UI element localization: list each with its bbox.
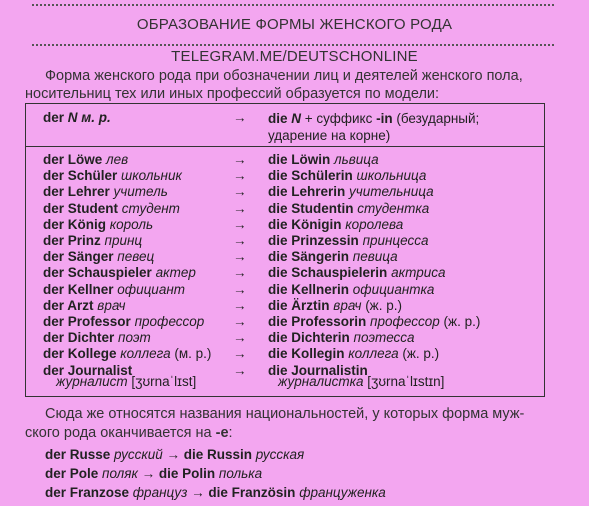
feminine-ru: школьница: [356, 168, 427, 184]
feminine-ru: студентка: [357, 200, 430, 216]
arrow: →: [233, 200, 247, 216]
example-arrow: →: [162, 447, 184, 462]
feminine-de: die Studentin: [268, 200, 354, 216]
masculine-de: der Schauspieler: [43, 265, 152, 281]
feminine-de: die Lehrerin: [268, 184, 346, 200]
feminine-de: die Königin: [268, 216, 342, 232]
feminine-ru: королева: [345, 216, 404, 232]
feminine-de: die Kellnerin: [268, 281, 350, 297]
masculine-ru: лев: [106, 152, 129, 167]
feminine-cell: [268, 184, 434, 200]
intro-line-1: Форма женского рода при обозначении лиц и деятелей женского пола,: [45, 68, 523, 84]
arrow: →: [233, 249, 247, 265]
arrow: →: [233, 314, 247, 329]
masculine-cell: [43, 282, 185, 298]
masculine-ru: официант: [117, 281, 186, 297]
feminine-ru: учительница: [349, 184, 434, 200]
formation-table: [25, 103, 545, 397]
example-arrow: →: [187, 485, 209, 500]
arrow: →: [233, 346, 247, 362]
masculine-cell: [43, 346, 211, 362]
masculine-cell: [43, 249, 154, 265]
feminine-cell: [268, 314, 480, 330]
example-line: [45, 465, 262, 482]
masculine-ru: школьник: [121, 168, 182, 184]
feminine-cell: [268, 346, 439, 362]
table-row: [26, 265, 544, 281]
example-m-ru: поляк: [98, 466, 138, 481]
arrow: →: [233, 265, 247, 281]
feminine-ru: коллега: [348, 346, 399, 362]
feminine-ru: певица: [352, 249, 398, 265]
table-row: [26, 152, 544, 168]
masculine-cell: [43, 152, 128, 168]
table-row: [26, 314, 544, 330]
feminine-de: die Schauspielerin: [268, 265, 388, 281]
example-line: [45, 446, 304, 463]
page-title: ОБРАЗОВАНИЕ ФОРМЫ ЖЕНСКОГО РОДА: [136, 16, 453, 33]
masculine-ru: учитель: [113, 184, 168, 200]
feminine-ru: принцесса: [362, 233, 429, 248]
feminine-de: die Prinzessin: [268, 233, 359, 248]
masculine-ru: актер: [155, 265, 196, 281]
masculine-cell: [43, 168, 182, 184]
masculine-ru: студент: [121, 200, 180, 216]
table-row: [26, 249, 544, 265]
middle-dotted-divider: [32, 44, 554, 46]
masculine-de: der Kollege: [43, 346, 117, 362]
rule-row: [26, 104, 544, 147]
feminine-extra: (ж. р.): [361, 297, 402, 313]
feminine-extra: (ж. р.): [398, 346, 440, 362]
feminine-ru: поэтесса: [353, 330, 415, 346]
masculine-cell: [43, 184, 168, 200]
rule-left-formula: N м. р.: [67, 110, 111, 125]
example-m-de: der Russe: [45, 447, 111, 462]
journalist-f-ru: журналистка: [278, 374, 364, 389]
journalist-f-ipa: [ʒʊrnaˈlɪstɪn]: [363, 374, 445, 389]
example-line: [45, 484, 386, 501]
channel-label: TELEGRAM.ME/DEUTSCHONLINE: [171, 48, 418, 65]
feminine-extra: (ж. р.): [439, 314, 481, 329]
feminine-ru: профессор: [370, 314, 440, 329]
table-row: [26, 201, 544, 217]
masculine-cell: [43, 201, 180, 217]
masculine-cell: [43, 298, 125, 314]
table-row: [26, 346, 544, 362]
masculine-extra: (м. р.): [170, 346, 212, 362]
masculine-ru: принц: [104, 233, 143, 248]
arrow: →: [233, 168, 247, 184]
masculine-ru: профессор: [134, 314, 205, 329]
rule-arrow: →: [233, 110, 247, 125]
top-dotted-divider: [32, 4, 554, 6]
rule-right-plus: + суффикс: [301, 111, 377, 126]
feminine-cell: [268, 298, 402, 314]
example-arrow: →: [137, 466, 159, 481]
rule-right: [268, 110, 479, 144]
table-row: [26, 282, 544, 298]
journalist-m-ipa: [ʒʊrnaˈlɪst]: [127, 374, 197, 389]
masculine-de: der Student: [43, 200, 119, 216]
feminine-de: die Schülerin: [268, 168, 353, 184]
outro-line-2: ского рода оканчивается на -e:: [25, 424, 233, 441]
feminine-ru: львица: [334, 152, 379, 167]
rule-left: [43, 110, 111, 125]
arrow: →: [233, 330, 247, 346]
masculine-cell: [43, 217, 153, 233]
table-row: [26, 184, 544, 200]
feminine-cell: [268, 168, 426, 184]
table-row: [26, 298, 544, 314]
rule-right-note1: (безударный;: [392, 111, 480, 126]
feminine-ru: официантка: [352, 281, 435, 297]
table-row: [26, 217, 544, 233]
masculine-cell: [43, 330, 151, 346]
journalist-m-ru: журналист: [56, 374, 128, 389]
feminine-cell: [268, 233, 429, 249]
feminine-de: die Journalistin: [268, 362, 368, 378]
masculine-ru: певец: [117, 249, 155, 265]
journalist-f-gloss: [278, 374, 444, 390]
arrow: →: [233, 184, 247, 200]
masculine-de: der Professor: [43, 314, 131, 329]
feminine-cell: [268, 152, 379, 168]
masculine-de: der Schüler: [43, 168, 118, 184]
outro-line-1: Сюда же относятся названия национальностей, у которых форма муж-: [45, 406, 525, 422]
masculine-ru: король: [109, 216, 154, 232]
masculine-de: der Dichter: [43, 330, 115, 346]
feminine-de: die Kollegin: [268, 346, 345, 362]
journalist-m-gloss: [56, 374, 196, 390]
rule-right-formula: N: [291, 111, 302, 126]
feminine-cell: [268, 330, 415, 346]
intro-paragraph: [25, 67, 565, 103]
feminine-de: die Ärztin: [268, 297, 330, 313]
arrow: →: [233, 362, 247, 378]
intro-line-2: носительниц тех или иных профессий образуется по модели:: [25, 86, 440, 102]
example-m-de: der Pole: [45, 466, 99, 481]
masculine-de: der Prinz: [43, 233, 101, 248]
arrow: →: [233, 152, 247, 167]
feminine-cell: [268, 217, 403, 233]
feminine-cell: [268, 265, 445, 281]
feminine-cell: [268, 249, 398, 265]
example-f-de: die Polin: [158, 466, 216, 481]
feminine-de: die Dichterin: [268, 330, 350, 346]
arrow: →: [233, 233, 247, 248]
rule-left-article: der: [43, 110, 68, 125]
masculine-cell: [43, 314, 204, 330]
masculine-de: der Journalist: [43, 362, 133, 378]
masculine-de: der Arzt: [43, 297, 94, 313]
example-m-ru: француз: [129, 485, 188, 500]
masculine-de: der Löwe: [43, 152, 103, 167]
example-m-ru: русский: [110, 447, 163, 462]
example-f-ru: француженка: [295, 485, 386, 500]
feminine-ru: врач: [333, 297, 362, 313]
arrow: →: [233, 216, 247, 232]
outro-suffix: -e: [215, 424, 229, 441]
masculine-ru: поэт: [118, 330, 151, 346]
outro-paragraph: [25, 405, 565, 442]
masculine-de: der König: [43, 216, 106, 232]
rule-right-note2: ударение на корне): [268, 128, 391, 143]
example-m-de: der Franzose: [45, 485, 130, 500]
masculine-cell: [43, 265, 196, 281]
feminine-de: die Professorin: [268, 314, 367, 329]
masculine-ru: врач: [97, 297, 126, 313]
feminine-ru: актриса: [391, 265, 446, 281]
table-row: [26, 168, 544, 184]
masculine-de: der Lehrer: [43, 184, 110, 200]
feminine-de: die Löwin: [268, 152, 331, 167]
arrow: →: [233, 281, 247, 297]
feminine-cell: [268, 201, 429, 217]
table-row: [26, 233, 544, 249]
feminine-cell: [268, 282, 434, 298]
table-row: [26, 330, 544, 346]
rule-right-suffix: -in: [376, 111, 393, 126]
example-f-ru: полька: [215, 466, 263, 481]
example-f-de: die Französin: [208, 485, 296, 500]
masculine-cell: [43, 233, 142, 249]
example-f-ru: русская: [252, 447, 305, 462]
arrow: →: [233, 297, 247, 313]
rule-right-article: die: [268, 111, 292, 126]
masculine-de: der Kellner: [43, 281, 114, 297]
feminine-de: die Sängerin: [268, 249, 350, 265]
example-f-de: die Russin: [183, 447, 253, 462]
masculine-ru: коллега: [120, 346, 171, 362]
masculine-de: der Sänger: [43, 249, 114, 265]
